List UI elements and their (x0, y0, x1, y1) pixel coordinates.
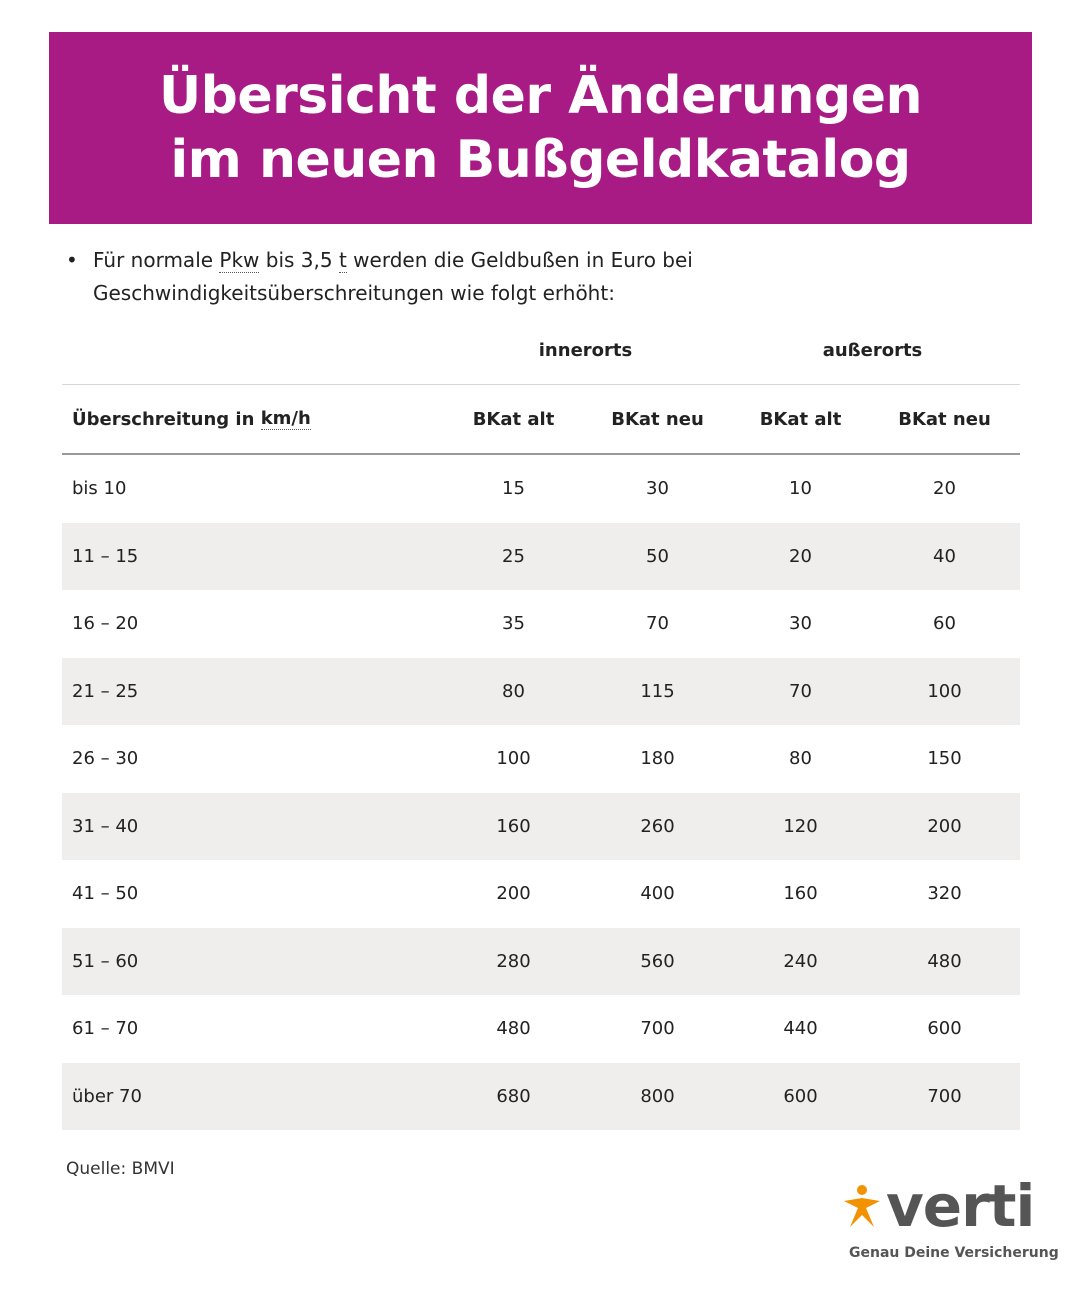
cell-aus-alt: 440 (783, 1018, 818, 1040)
cell-inn-neu: 30 (646, 478, 669, 500)
cell-range: 41 – 50 (72, 883, 139, 905)
cell-range: 31 – 40 (72, 815, 139, 837)
table-row (62, 523, 1020, 591)
fine-table (62, 320, 1020, 1130)
cell-inn-alt: 480 (496, 1018, 531, 1040)
cell-aus-alt: 80 (789, 748, 812, 770)
header-inn-neu: BKat neu (611, 408, 704, 430)
cell-aus-neu: 60 (933, 613, 956, 635)
cell-range: 21 – 25 (72, 680, 139, 702)
cell-aus-neu: 20 (933, 478, 956, 500)
table-row (62, 590, 1020, 658)
cell-range: über 70 (72, 1085, 142, 1107)
table-row (62, 1063, 1020, 1131)
header-inn-alt: BKat alt (472, 408, 555, 430)
group-header-innerorts: innerorts (538, 340, 633, 361)
header-text: Überschreitung in (72, 408, 255, 430)
cell-range: 16 – 20 (72, 613, 139, 635)
cell-aus-alt: 120 (783, 815, 818, 837)
cell-aus-neu: 150 (927, 748, 962, 770)
cell-inn-alt: 280 (496, 950, 531, 972)
intro-text-part: werden die Geldbußen in Euro bei Geschwindigkeitsüberschreitungen wie folgt erhöht: (93, 248, 693, 305)
abbr-pkw[interactable]: Pkw (219, 248, 260, 272)
cell-inn-neu: 800 (640, 1085, 675, 1107)
cell-range: 61 – 70 (72, 1018, 139, 1040)
cell-range: 26 – 30 (72, 748, 139, 770)
cell-inn-alt: 80 (502, 680, 525, 702)
cell-aus-alt: 70 (789, 680, 812, 702)
cell-aus-neu: 600 (927, 1018, 962, 1040)
cell-aus-alt: 600 (783, 1085, 818, 1107)
cell-inn-neu: 180 (640, 748, 675, 770)
cell-aus-alt: 160 (783, 883, 818, 905)
header-speed-excess (72, 385, 432, 453)
cell-inn-neu: 115 (640, 680, 675, 702)
cell-inn-alt: 25 (502, 545, 525, 567)
cell-inn-alt: 100 (496, 748, 531, 770)
cell-range: 11 – 15 (72, 545, 139, 567)
cell-aus-alt: 30 (789, 613, 812, 635)
cell-inn-alt: 160 (496, 815, 531, 837)
cell-aus-neu: 40 (933, 545, 956, 567)
intro-text-part: bis 3,5 (259, 248, 339, 272)
table-row (62, 928, 1020, 996)
cell-inn-neu: 70 (646, 613, 669, 635)
intro-paragraph (66, 244, 766, 310)
table-row (62, 658, 1020, 726)
header-aus-neu: BKat neu (898, 408, 991, 430)
logo-wordmark: verti (886, 1172, 1035, 1240)
cell-inn-neu: 50 (646, 545, 669, 567)
cell-inn-neu: 400 (640, 883, 675, 905)
intro-text-part: Für normale (93, 248, 220, 272)
table-row (62, 860, 1020, 928)
cell-inn-alt: 15 (502, 478, 525, 500)
table-row (62, 725, 1020, 793)
bullet-icon: • (66, 248, 78, 272)
page-title-line-2: im neuen Bußgeldkatalog (170, 130, 911, 190)
cell-inn-neu: 260 (640, 815, 675, 837)
cell-inn-neu: 560 (640, 950, 675, 972)
intro-text (66, 244, 766, 310)
cell-aus-neu: 100 (927, 680, 962, 702)
cell-range: 51 – 60 (72, 950, 139, 972)
source-note: Quelle: BMVI (66, 1159, 175, 1179)
header-aus-alt: BKat alt (759, 408, 842, 430)
cell-inn-alt: 680 (496, 1085, 531, 1107)
cell-inn-alt: 35 (502, 613, 525, 635)
abbr-t[interactable]: t (338, 248, 347, 272)
column-header-row (62, 385, 1020, 455)
cell-aus-alt: 20 (789, 545, 812, 567)
cell-range: bis 10 (72, 478, 127, 500)
cell-inn-alt: 200 (496, 883, 531, 905)
group-header-ausserorts: außerorts (822, 340, 923, 361)
cell-aus-neu: 700 (927, 1085, 962, 1107)
cell-aus-neu: 480 (927, 950, 962, 972)
cell-aus-neu: 320 (927, 883, 962, 905)
title-banner (49, 32, 1032, 224)
table-row (62, 793, 1020, 861)
table-row (62, 995, 1020, 1063)
abbr-kmh[interactable]: km/h (260, 408, 311, 429)
verti-logo (840, 1172, 1059, 1270)
logo-tagline: Genau Deine Versicherung (849, 1245, 1059, 1261)
group-header-row (62, 320, 1020, 385)
table-row (62, 455, 1020, 523)
page-title-line-1: Übersicht der Änderungen (158, 66, 923, 126)
orange-star-person-icon (840, 1181, 892, 1233)
cell-inn-neu: 700 (640, 1018, 675, 1040)
cell-aus-alt: 240 (783, 950, 818, 972)
cell-aus-neu: 200 (927, 815, 962, 837)
cell-aus-alt: 10 (789, 478, 812, 500)
